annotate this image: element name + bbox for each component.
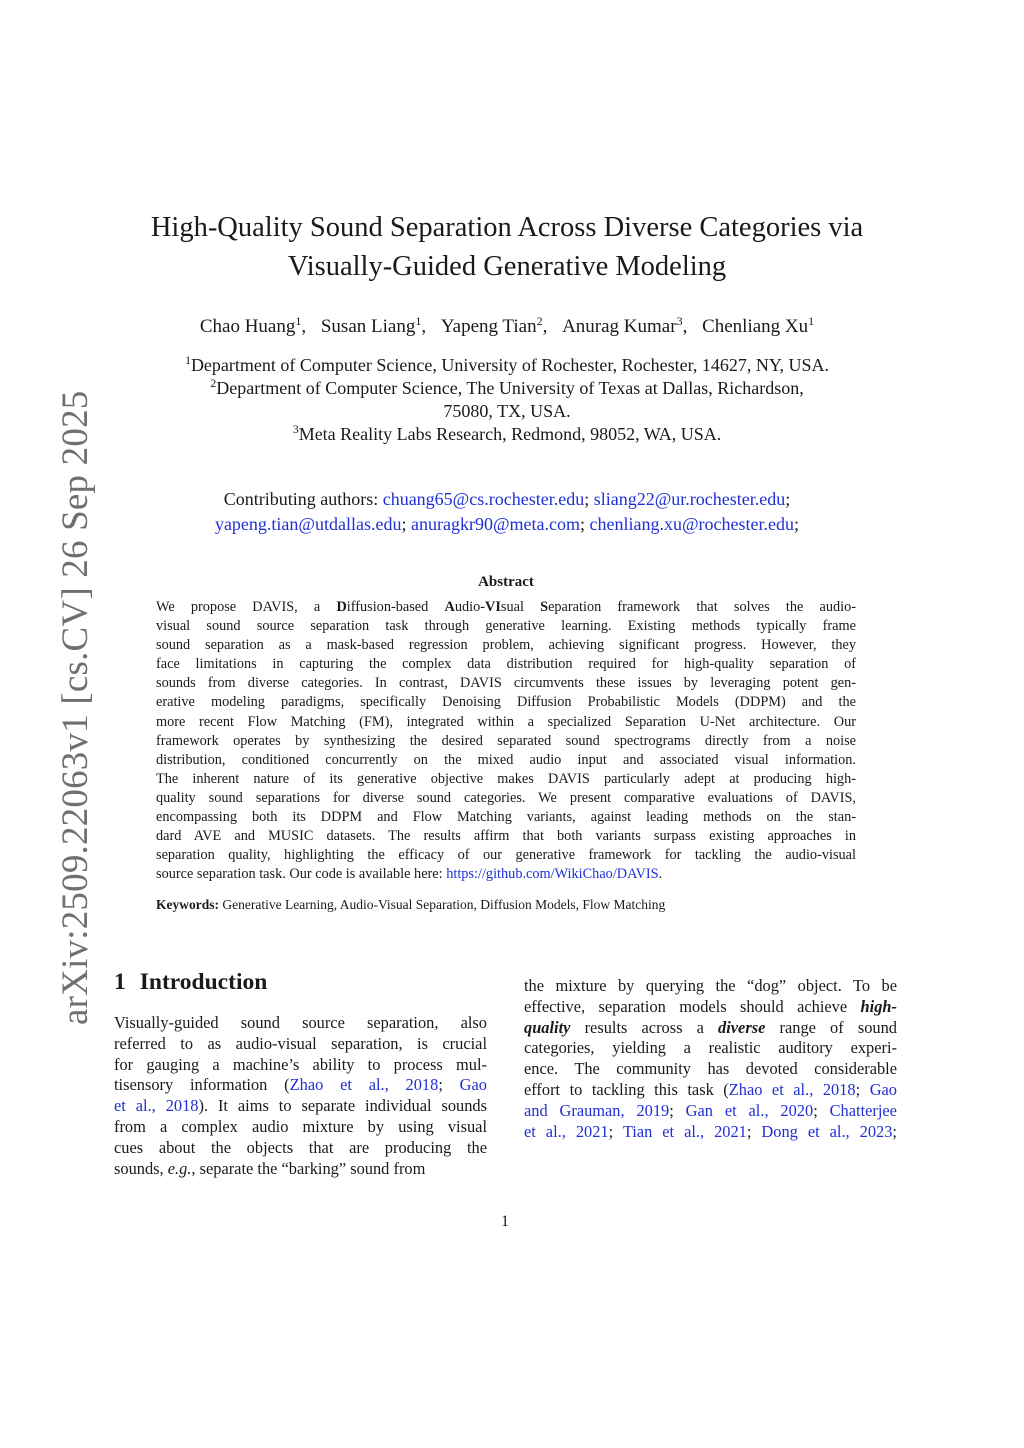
abstract-line: We propose DAVIS, a Diffusion-based Audio-VIsual Separation framework that solves the audio-: [156, 599, 857, 615]
affiliation-mark: 1: [415, 314, 422, 328]
title-line-1: High-Quality Sound Separation Across Diverse Categories via: [150, 212, 864, 243]
body-line: tisensory information (Zhao et al., 2018; Gao: [114, 1075, 487, 1095]
contributing-authors: [112, 487, 902, 537]
author-name: Chao Huang: [199, 316, 296, 337]
citation-link[interactable]: Tian et al., 2021: [622, 1121, 747, 1141]
author: Susan Liang$^1$,: [320, 314, 427, 337]
abstract-line: The inherent nature of its generative objective makes DAVIS particularly adept at producing high-: [156, 770, 856, 787]
arxiv-identifier-stamp: arXiv:2509.22063v1 [cs.CV] 26 Sep 2025: [55, 390, 96, 1025]
author-name: Susan Liang: [320, 316, 416, 337]
author-list: [112, 316, 902, 338]
body-line: effort to tackling this task (Zhao et al., 2018; Gao: [524, 1079, 897, 1099]
citation-link[interactable]: and Grauman, 2019: [524, 1100, 670, 1120]
title-line-2: Visually-Guided Generative Modeling: [287, 251, 727, 282]
abstract-line: visual sound source separation task through generative learning. Existing methods typically frame: [156, 618, 856, 635]
affiliation-mark: 1: [808, 314, 815, 328]
abstract-line: source separation task. Our code is available here: https://github.com/WikiChao/DAVIS.: [156, 866, 663, 883]
affiliation-mark: 3: [292, 422, 299, 436]
affiliation-text: Meta Reality Labs Research, Redmond, 98052, WA, USA.: [298, 424, 722, 444]
body-line: and Grauman, 2019; Gan et al., 2020; Chatterjee: [524, 1100, 897, 1120]
abstract-line: encompassing both its DDPM and Flow Matching variants, against leading methods on the stan-: [156, 809, 856, 826]
separator: ;: [794, 514, 800, 534]
author: [702, 316, 814, 337]
separator: ;: [785, 489, 791, 509]
body-line: the mixture by querying the “dog” object. To be: [524, 976, 897, 995]
section-title: Introduction: [139, 969, 268, 995]
citation-link[interactable]: Gao: [459, 1075, 487, 1095]
body-line: ence. The community has devoted considerable: [524, 1059, 897, 1079]
citation-link[interactable]: et al., 2018: [114, 1096, 199, 1116]
abstract-line: erative modeling paradigms, specifically Denoising Diffusion Probabilistic Models (DDPM) and the: [156, 694, 856, 711]
affiliation-mark: 2: [210, 376, 217, 390]
email-link[interactable]: yapeng.tian@utdallas.edu: [214, 514, 402, 534]
abstract-line: sounds from diverse categories. In contrast, DAVIS circumvents these issues by leveraging potent gen-: [156, 675, 856, 692]
affiliation-mark: 1: [184, 353, 191, 367]
abstract-line: quality sound separations for diverse sound categories. We present comparative evaluations of DAVIS,: [156, 789, 856, 806]
code-repository-link[interactable]: https://github.com/WikiChao/DAVIS: [446, 866, 659, 883]
author-name: Yapeng Tian: [440, 316, 537, 337]
author: Chao Huang$^1$,: [199, 314, 307, 337]
body-line: effective, separation models should achieve high-: [524, 996, 897, 1016]
affiliation-2-cont: 75080, TX, USA.: [443, 401, 571, 421]
citation-link[interactable]: Dong et al., 2023: [761, 1121, 893, 1141]
affiliation-text: Department of Computer Science, University of Rochester, Rochester, 14627, NY, USA.: [190, 355, 830, 375]
body-line: sounds, e.g., separate the “barking” sound from: [114, 1158, 426, 1178]
abstract-line: sound separation as a mask-based regression problem, achieving significant progress. However, they: [156, 637, 856, 654]
citation-link[interactable]: Chatterjee: [829, 1100, 897, 1120]
abstract-line: distribution, conditioned concurrently on the mixed audio input and associated visual information.: [156, 751, 856, 768]
body-line: Visually-guided sound source separation, also: [114, 1013, 487, 1032]
affiliation-text: Department of Computer Science, The University of Texas at Dallas, Richardson,: [216, 378, 804, 398]
citation-link[interactable]: Zhao et al., 2018: [289, 1075, 439, 1095]
author: Anurag Kumar$^3$,: [562, 314, 688, 337]
affiliations: [112, 354, 902, 446]
abstract-heading: Abstract: [478, 574, 534, 590]
affiliation-2: [112, 377, 902, 400]
abstract-line: more recent Flow Matching (FM), integrated within a specialized Separation U-Net architecture. Our: [156, 713, 856, 730]
affiliation-mark: 2: [536, 314, 543, 328]
body-line: categories, yielding a realistic auditory experi-: [524, 1038, 897, 1058]
separator: ;: [401, 514, 407, 534]
body-line: et al., 2018). It aims to separate individual sounds: [114, 1096, 487, 1116]
affiliation-3: [112, 423, 902, 446]
intro-right-column: [524, 976, 897, 1142]
email-link[interactable]: anuragkr90@meta.com: [410, 514, 580, 534]
affiliation-mark: 1: [295, 314, 302, 328]
author-name: Anurag Kumar: [562, 316, 677, 337]
section-number: 1: [114, 969, 126, 995]
abstract-line: framework operates by synthesizing the desired separated sound spectrograms directly from a noise: [156, 732, 856, 749]
citation-link[interactable]: Gan et al., 2020: [685, 1100, 814, 1120]
email-link[interactable]: chenliang.xu@rochester.edu: [589, 514, 795, 534]
keywords: [156, 897, 856, 913]
body-line: from a complex audio mixture by using visual: [114, 1116, 487, 1136]
affiliation-mark: 3: [676, 314, 683, 328]
contrib-line-2: [112, 512, 902, 537]
page-number: 1: [501, 1213, 509, 1230]
intro-left-column: [114, 1013, 487, 1179]
citation-link[interactable]: Zhao et al., 2018: [728, 1079, 856, 1099]
body-line: quality results across a diverse range of sound: [524, 1017, 897, 1037]
author-name: Chenliang Xu: [702, 316, 809, 337]
keywords-label: Keywords:: [156, 897, 219, 912]
body-line: et al., 2021; Tian et al., 2021; Dong et al., 2023;: [524, 1121, 897, 1141]
author: Yapeng Tian$^2$,: [440, 314, 548, 337]
paper-title: [112, 208, 902, 286]
contrib-label: Contributing authors:: [223, 489, 379, 509]
abstract-line: separation quality, highlighting the efficacy of our generative framework for tackling the audio-visual: [156, 847, 856, 864]
body-line: cues about the objects that are producing the: [114, 1137, 487, 1157]
abstract-body: [156, 598, 856, 884]
citation-link[interactable]: et al., 2021: [524, 1121, 609, 1141]
email-link[interactable]: sliang22@ur.rochester.edu: [593, 489, 786, 509]
affiliation-1: [112, 354, 902, 377]
section-heading-introduction: [114, 969, 267, 996]
email-link[interactable]: chuang65@cs.rochester.edu: [382, 489, 585, 509]
contrib-line-1: [112, 487, 902, 512]
separator: ;: [580, 514, 586, 534]
citation-link[interactable]: Gao: [869, 1079, 897, 1099]
keywords-text: Generative Learning, Audio-Visual Separation, Diffusion Models, Flow Matching: [222, 897, 666, 912]
body-line: for gauging a machine’s ability to process mul-: [114, 1054, 487, 1074]
abstract-line: face limitations in capturing the complex data distribution required for high-quality separation of: [156, 656, 856, 673]
abstract-line: dard AVE and MUSIC datasets. The results affirm that both variants surpass existing approaches in: [156, 828, 856, 845]
separator: ;: [584, 489, 590, 509]
body-line: referred to as audio-visual separation, is crucial: [114, 1033, 487, 1053]
